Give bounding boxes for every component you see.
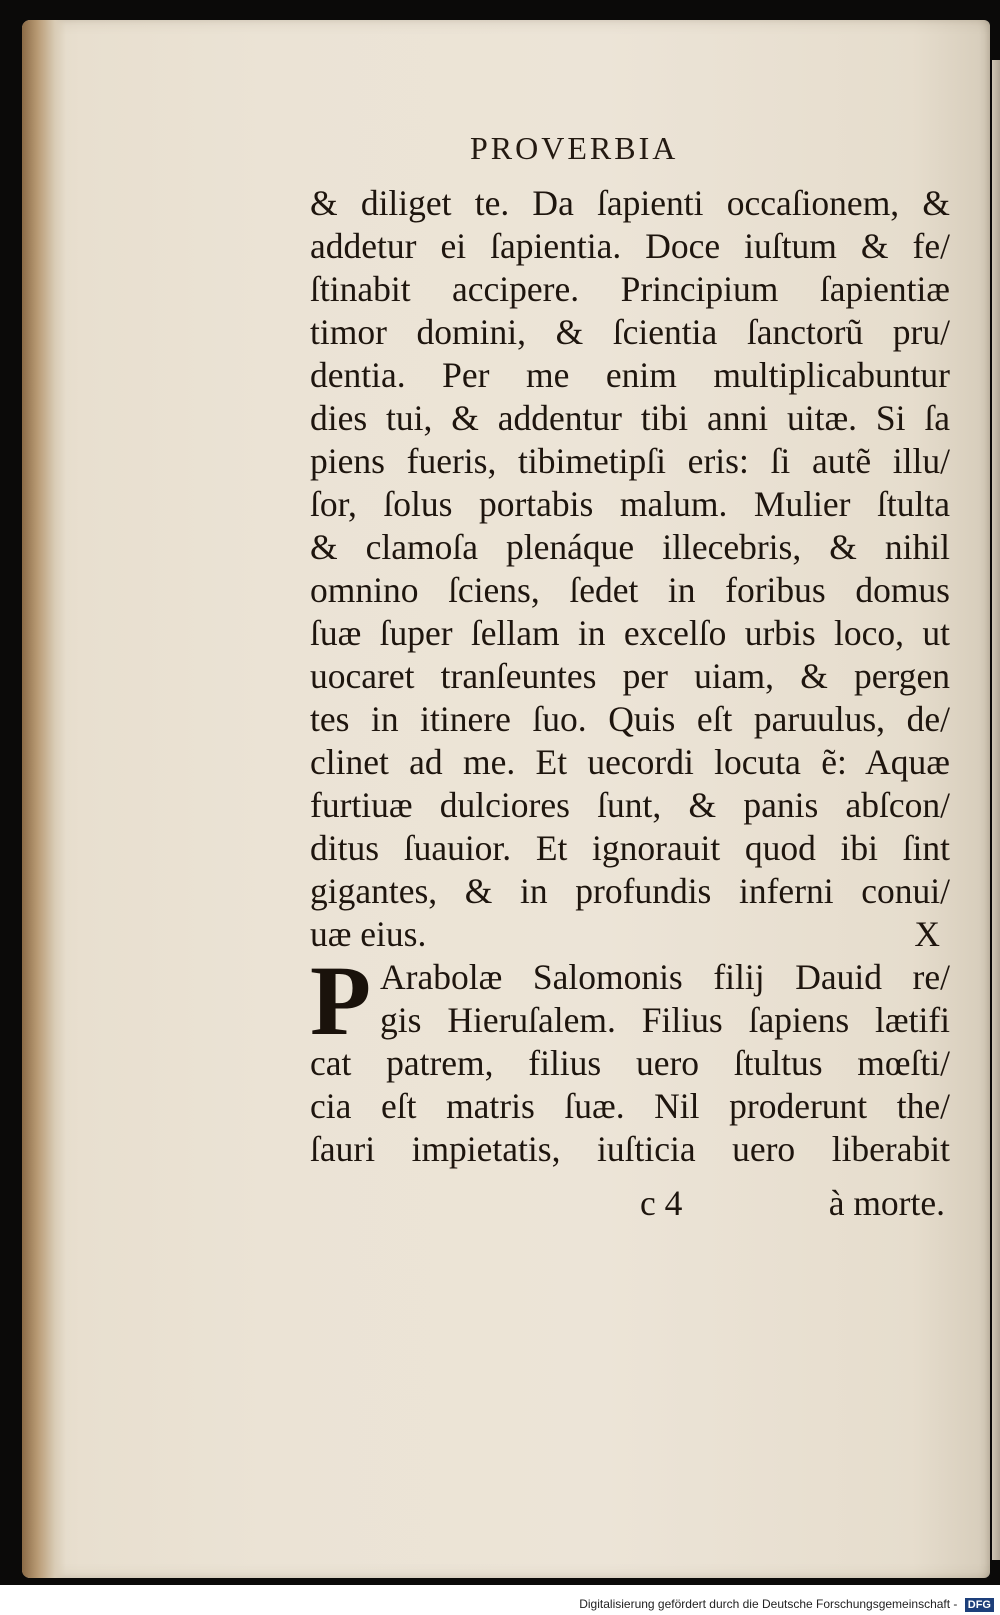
text-line: tes in itinere ſuo. Quis eſt paruulus, de/ — [310, 699, 950, 739]
dfg-logo: DFG — [965, 1598, 994, 1612]
text-block — [310, 182, 950, 1171]
text-line: gis Hieruſalem. Filius ſapiens lætifi — [380, 1000, 950, 1040]
catchword: à morte. — [828, 1183, 945, 1223]
text-line: dentia. Per me enim multiplicabuntur — [310, 355, 950, 395]
text-line: piens fueris, tibimetipſi eris: ſi autẽ illu/ — [310, 441, 950, 481]
chapter-number: X — [914, 914, 940, 954]
text-line: ſuæ ſuper ſellam in excelſo urbis loco, ut — [310, 613, 950, 653]
text-line: ſor, ſolus portabis malum. Mulier ſtulta — [310, 484, 950, 524]
text-line: timor domini, & ſcientia ſanctorũ pru/ — [310, 312, 950, 352]
text-line: addetur ei ſapientia. Doce iuſtum & fe/ — [310, 226, 950, 266]
text-line: omnino ſciens, ſedet in foribus domus — [310, 570, 950, 610]
credit-text: Digitalisierung gefördert durch die Deutsche Forschungsgemeinschaft - — [579, 1597, 958, 1612]
text-line: ſauri impietatis, iuſticia uero liberabit — [310, 1129, 950, 1169]
text-line: gigantes, & in profundis inferni conui/ — [310, 871, 950, 911]
text-line: cia eſt matris ſuæ. Nil proderunt the/ — [310, 1086, 950, 1126]
text-line: & clamoſa plenáque illecebris, & nihil — [310, 527, 950, 567]
text-line: Arabolæ Salomonis filij Dauid re/ — [380, 957, 950, 997]
text-line: clinet ad me. Et uecordi locuta ẽ: Aquæ — [310, 742, 950, 782]
drop-cap-initial: P — [310, 945, 372, 1056]
text-line: ditus ſuauior. Et ignorauit quod ibi ſint — [310, 828, 950, 868]
text-line: uocaret tranſeuntes per uiam, & pergen — [310, 656, 950, 696]
text-line: ſtinabit accipere. Principium ſapientiæ — [310, 269, 950, 309]
chapter-opening — [310, 945, 950, 1056]
text-line: cat patrem, filius uero ſtultus mœſti/ — [310, 1043, 950, 1083]
closing-line — [310, 913, 950, 956]
page-gutter — [22, 20, 66, 1578]
text-line: furtiuæ dulciores ſunt, & panis abſcon/ — [310, 785, 950, 825]
closing-line-text: uæ eius. — [310, 914, 427, 954]
text-line: dies tui, & addentur tibi anni uitæ. Si ſa — [310, 398, 950, 438]
signature-line — [640, 1182, 945, 1225]
text-line: & diliget te. Da ſapienti occaſionem, & — [310, 183, 950, 223]
digitization-credit — [579, 1597, 994, 1612]
page-edge — [992, 60, 1000, 1560]
running-head: PROVERBIA — [470, 130, 679, 166]
signature-mark: c 4 — [640, 1183, 683, 1223]
